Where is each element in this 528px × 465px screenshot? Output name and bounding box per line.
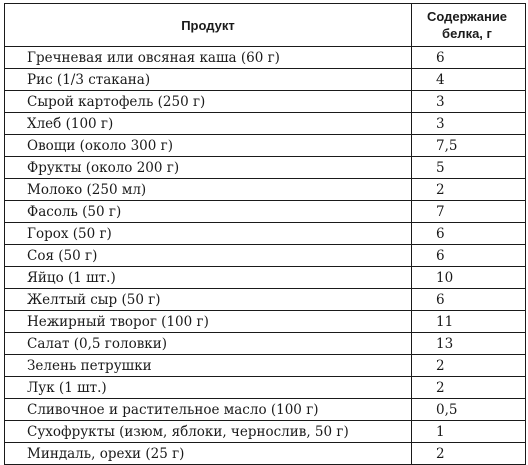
table-row xyxy=(5,355,526,377)
protein-cell: 4 xyxy=(412,69,526,91)
protein-cell: 6 xyxy=(412,245,526,267)
product-cell: Соя (50 г) xyxy=(5,245,412,267)
table-row xyxy=(5,157,526,179)
product-cell: Хлеб (100 г) xyxy=(5,113,412,135)
table-row xyxy=(5,47,526,69)
product-cell: Рис (1/3 стакана) xyxy=(5,69,412,91)
protein-cell: 2 xyxy=(412,355,526,377)
protein-content-table xyxy=(4,3,526,465)
protein-cell: 3 xyxy=(412,113,526,135)
table-row xyxy=(5,91,526,113)
product-cell: Зелень петрушки xyxy=(5,355,412,377)
product-cell: Фасоль (50 г) xyxy=(5,201,412,223)
product-cell: Сухофрукты (изюм, яблоки, чернослив, 50 г) xyxy=(5,421,412,443)
table-row xyxy=(5,69,526,91)
product-cell: Фрукты (около 200 г) xyxy=(5,157,412,179)
table-row xyxy=(5,377,526,399)
product-cell: Салат (0,5 головки) xyxy=(5,333,412,355)
product-cell: Овощи (около 300 г) xyxy=(5,135,412,157)
table-row xyxy=(5,267,526,289)
protein-cell: 7,5 xyxy=(412,135,526,157)
header-product-label: Продукт xyxy=(181,17,235,33)
table-row xyxy=(5,421,526,443)
protein-cell: 13 xyxy=(412,333,526,355)
product-cell: Горох (50 г) xyxy=(5,223,412,245)
protein-cell: 5 xyxy=(412,157,526,179)
header-row xyxy=(5,4,526,47)
header-protein xyxy=(412,4,526,47)
table-row xyxy=(5,311,526,333)
table-row xyxy=(5,135,526,157)
protein-cell: 2 xyxy=(412,179,526,201)
protein-cell: 6 xyxy=(412,223,526,245)
protein-cell: 6 xyxy=(412,289,526,311)
protein-cell: 7 xyxy=(412,201,526,223)
product-cell: Нежирный творог (100 г) xyxy=(5,311,412,333)
protein-cell: 1 xyxy=(412,421,526,443)
table-row xyxy=(5,289,526,311)
protein-cell: 11 xyxy=(412,311,526,333)
table-row xyxy=(5,223,526,245)
product-cell: Яйцо (1 шт.) xyxy=(5,267,412,289)
product-cell: Сливочное и растительное масло (100 г) xyxy=(5,399,412,421)
product-cell: Лук (1 шт.) xyxy=(5,377,412,399)
product-cell: Желтый сыр (50 г) xyxy=(5,289,412,311)
product-cell: Гречневая или овсяная каша (60 г) xyxy=(5,47,412,69)
table-row xyxy=(5,179,526,201)
header-product xyxy=(5,4,412,47)
table-row xyxy=(5,399,526,421)
header-protein-line2: белка, г xyxy=(442,26,492,41)
table-header xyxy=(5,4,526,47)
protein-cell: 0,5 xyxy=(412,399,526,421)
product-cell: Сырой картофель (250 г) xyxy=(5,91,412,113)
table-row xyxy=(5,443,526,465)
product-cell: Молоко (250 мл) xyxy=(5,179,412,201)
table-row xyxy=(5,113,526,135)
product-cell: Миндаль, орехи (25 г) xyxy=(5,443,412,465)
table-body xyxy=(5,47,526,465)
table-row xyxy=(5,245,526,267)
protein-cell: 10 xyxy=(412,267,526,289)
header-protein-line1: Содержание xyxy=(426,9,508,24)
table-row xyxy=(5,333,526,355)
protein-cell: 3 xyxy=(412,91,526,113)
protein-cell: 6 xyxy=(412,47,526,69)
protein-cell: 2 xyxy=(412,377,526,399)
protein-cell: 2 xyxy=(412,443,526,465)
table-row xyxy=(5,201,526,223)
